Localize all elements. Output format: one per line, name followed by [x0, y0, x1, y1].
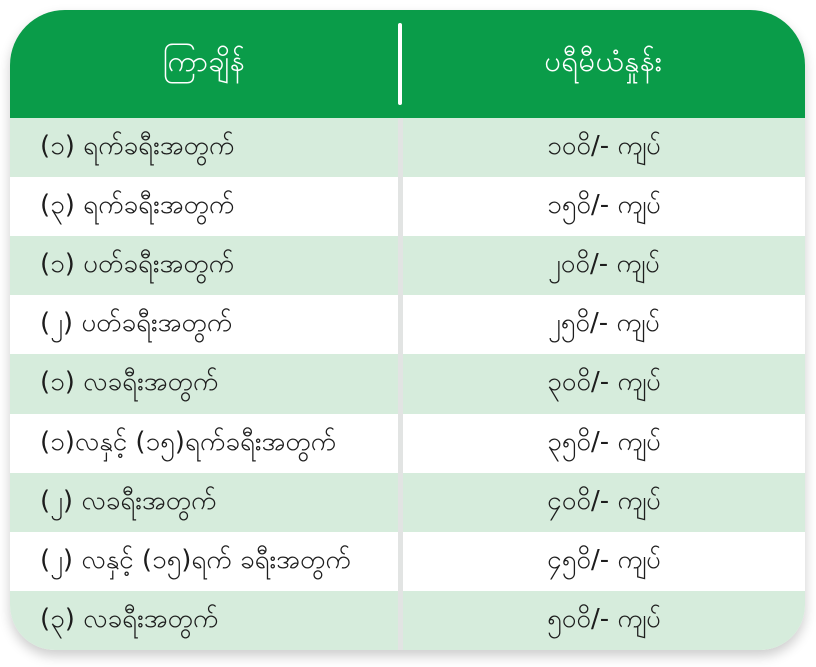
premium-cell: ၁၅၀ိ/- ကျပ်	[547, 190, 661, 221]
duration-cell: (၂) လနှင့် (၁၅)ရက် ခရီးအတွက်	[40, 544, 351, 575]
table-row	[10, 473, 805, 532]
duration-cell: (၁) လခရီးအတွက်	[40, 367, 219, 398]
header-premium-column: ပရီမီယံနှုန်း	[544, 43, 663, 78]
duration-cell: (၁)လနှင့် (၁၅)ရက်ခရီးအတွက်	[40, 426, 337, 457]
duration-cell: (၂) လခရီးအတွက်	[40, 485, 217, 516]
premium-cell: ၂၅၀ိ/- ကျပ်	[548, 308, 660, 339]
premium-cell: ၃၅၀ိ/- ကျပ်	[547, 426, 661, 457]
table-row	[10, 532, 805, 591]
duration-cell: (၁) ပတ်ခရီးအတွက်	[40, 249, 235, 280]
duration-cell: (၂) ပတ်ခရီးအတွက်	[40, 308, 233, 339]
table-header	[10, 10, 805, 118]
premium-cell: ၁၀၀ိ/- ကျပ်	[547, 131, 661, 162]
table-row	[10, 591, 805, 650]
table-row	[10, 236, 805, 295]
premium-rate-table-card	[10, 10, 805, 650]
premium-cell: ၅၀၀ိ/- ကျပ်	[547, 603, 661, 634]
premium-cell: ၃၀၀ိ/- ကျပ်	[547, 367, 661, 398]
premium-cell: ၄၀၀ိ/- ကျပ်	[547, 485, 661, 516]
table-row	[10, 414, 805, 473]
table-row	[10, 295, 805, 354]
premium-cell: ၂၀၀ိ/- ကျပ်	[548, 249, 660, 280]
duration-cell: (၃) လခရီးအတွက်	[40, 603, 219, 634]
table-row	[10, 177, 805, 236]
duration-cell: (၁) ရက်ခရီးအတွက်	[40, 131, 235, 162]
table-body	[10, 118, 805, 650]
premium-cell: ၄၅၀ိ/- ကျပ်	[547, 544, 661, 575]
header-duration-column: ကြာချိန်	[162, 43, 246, 78]
table-row	[10, 118, 805, 177]
duration-cell: (၃) ရက်ခရီးအတွက်	[40, 190, 235, 221]
table-row	[10, 354, 805, 413]
